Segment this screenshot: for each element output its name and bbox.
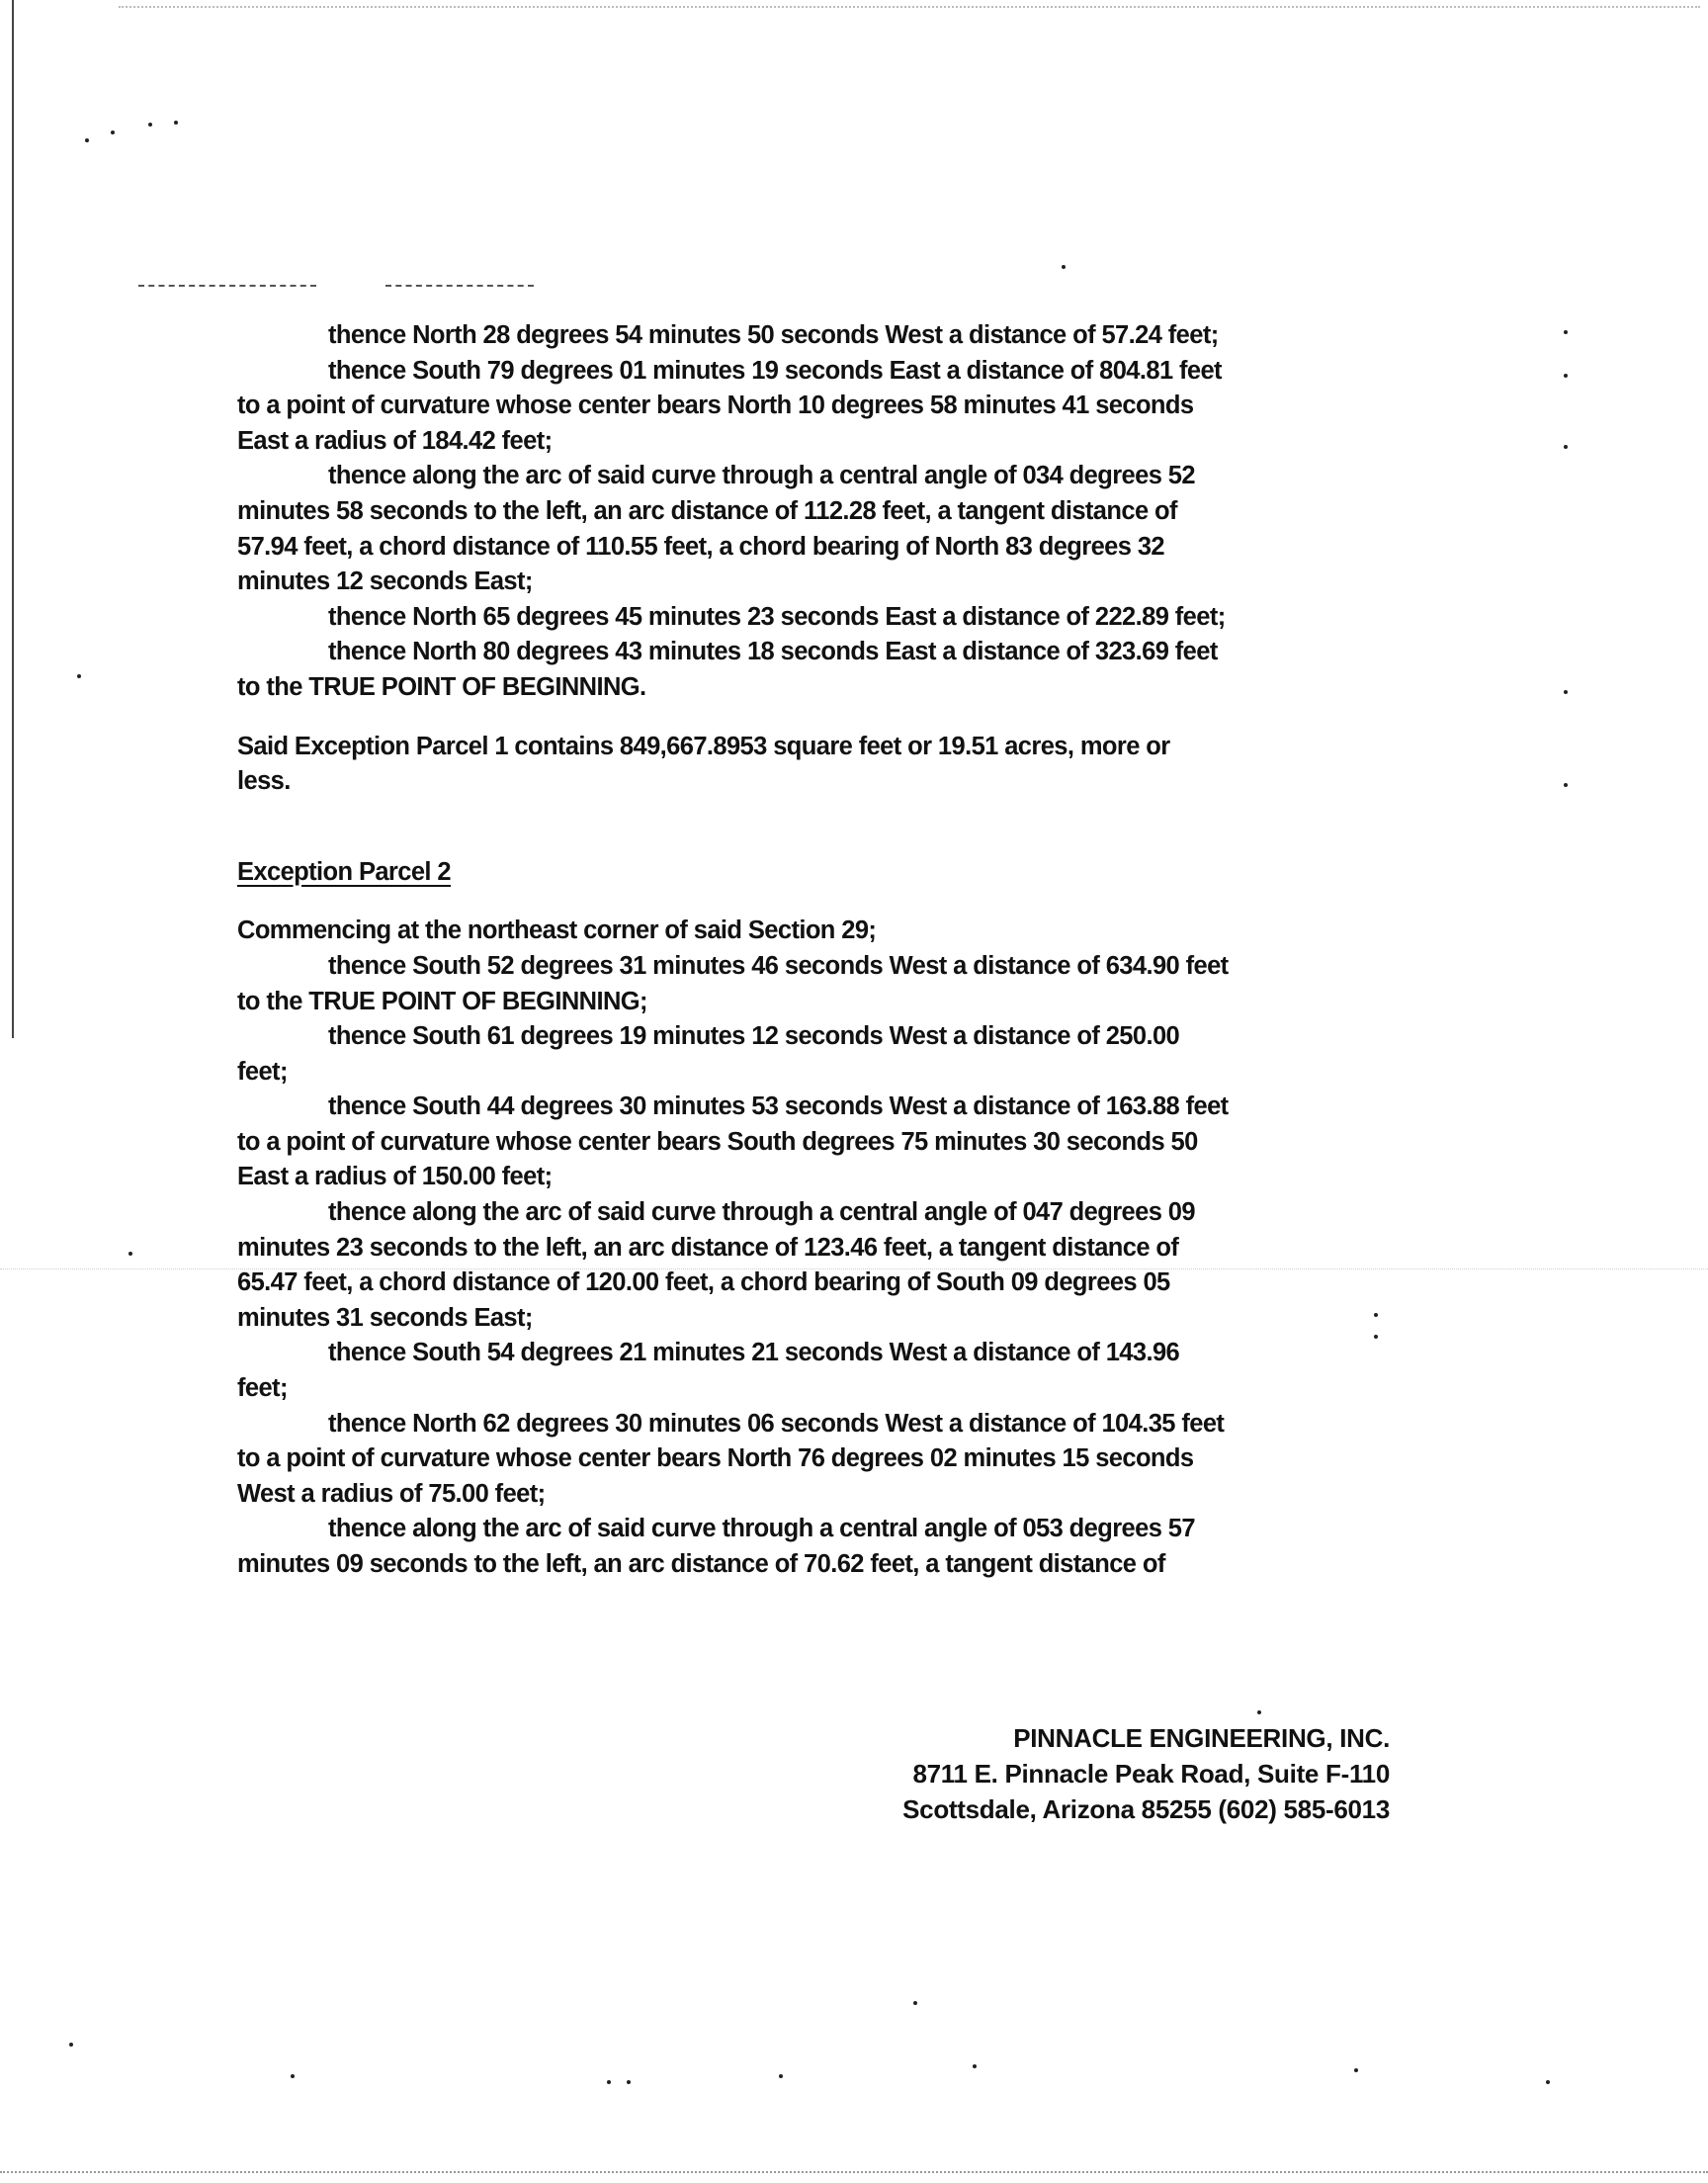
- speck: [627, 2080, 631, 2084]
- legal-description: [237, 318, 1413, 1583]
- text-line: thence North 62 degrees 30 minutes 06 seconds West a distance of 104.35 feet: [328, 1409, 1225, 1438]
- text-line: thence along the arc of said curve through a central angle of 047 degrees 09: [328, 1198, 1195, 1227]
- text-line: feet;: [237, 1057, 288, 1086]
- paragraph-8: [237, 949, 1413, 1019]
- spacer: [237, 890, 1413, 914]
- text-line: thence North 65 degrees 45 minutes 23 seconds East a distance of 222.89 feet;: [328, 602, 1226, 631]
- paragraph-5: [237, 635, 1413, 705]
- text-line: to a point of curvature whose center bears South degrees 75 minutes 30 seconds 50: [237, 1127, 1198, 1156]
- speck: [779, 2074, 783, 2078]
- company-footer: [902, 1720, 1390, 1827]
- speck: [128, 1252, 132, 1256]
- speck: [1564, 445, 1568, 449]
- scan-edge-left: [12, 0, 14, 1038]
- company-address: 8711 E. Pinnacle Peak Road, Suite F-110: [912, 1759, 1390, 1789]
- speck: [111, 131, 115, 134]
- speck: [148, 123, 152, 127]
- text-line: to the TRUE POINT OF BEGINNING.: [237, 672, 646, 701]
- text-line: minutes 58 seconds to the left, an arc distance of 112.28 feet, a tangent distance of: [237, 496, 1177, 525]
- paragraph-12: [237, 1336, 1413, 1406]
- paragraph-2: [237, 354, 1413, 460]
- section-heading: Exception Parcel 2: [237, 857, 451, 886]
- paragraph-11: [237, 1195, 1413, 1336]
- text-line: 57.94 feet, a chord distance of 110.55 feet, a chord bearing of North 83 degrees 32: [237, 532, 1164, 561]
- text-line: thence along the arc of said curve through a central angle of 053 degrees 57: [328, 1515, 1195, 1543]
- text-line: minutes 09 seconds to the left, an arc distance of 70.62 feet, a tangent distance of: [237, 1550, 1165, 1578]
- speck: [1546, 2080, 1550, 2084]
- speck: [1257, 1710, 1261, 1714]
- spacer: [237, 800, 1413, 855]
- paragraph-4: [237, 600, 1413, 636]
- text-line: Said Exception Parcel 1 contains 849,667.8953 square feet or 19.51 acres, more or: [237, 732, 1170, 760]
- text-line: West a radius of 75.00 feet;: [237, 1479, 546, 1508]
- text-line: thence North 80 degrees 43 minutes 18 seconds East a distance of 323.69 feet: [328, 638, 1218, 666]
- paragraph-3: [237, 459, 1413, 599]
- paragraph-10: [237, 1090, 1413, 1195]
- paragraph-9: [237, 1019, 1413, 1090]
- text-line: minutes 31 seconds East;: [237, 1303, 533, 1332]
- text-line: to the TRUE POINT OF BEGINNING;: [237, 987, 647, 1015]
- speck: [291, 2074, 295, 2078]
- text-line: 65.47 feet, a chord distance of 120.00 feet, a chord bearing of South 09 degrees 05: [237, 1268, 1170, 1297]
- paragraph-13: [237, 1407, 1413, 1513]
- text-line: feet;: [237, 1374, 288, 1403]
- speck: [77, 674, 81, 678]
- text-line: to a point of curvature whose center bears North 10 degrees 58 minutes 41 seconds: [237, 392, 1194, 420]
- company-city-phone: Scottsdale, Arizona 85255 (602) 585-6013: [902, 1794, 1390, 1824]
- scan-edge-top: [119, 6, 1700, 8]
- text-line: minutes 12 seconds East;: [237, 568, 533, 596]
- paragraph-1: [237, 318, 1413, 354]
- speck: [1564, 690, 1568, 694]
- parcel-1-summary: [237, 730, 1413, 800]
- text-line: thence South 44 degrees 30 minutes 53 seconds West a distance of 163.88 feet: [328, 1092, 1229, 1121]
- text-line: thence South 54 degrees 21 minutes 21 seconds West a distance of 143.96: [328, 1339, 1180, 1367]
- spacer: [237, 706, 1413, 730]
- text-line: thence North 28 degrees 54 minutes 50 seconds West a distance of 57.24 feet;: [328, 321, 1219, 349]
- speck: [1564, 374, 1568, 378]
- text-line: thence along the arc of said curve through a central angle of 034 degrees 52: [328, 462, 1195, 490]
- speck: [174, 121, 178, 125]
- speck: [1062, 265, 1066, 269]
- text-line: thence South 61 degrees 19 minutes 12 seconds West a distance of 250.00: [328, 1022, 1180, 1051]
- speck: [913, 2001, 917, 2005]
- text-line: Commencing at the northeast corner of said Section 29;: [237, 917, 877, 945]
- speck: [1564, 330, 1568, 334]
- text-line: East a radius of 184.42 feet;: [237, 426, 553, 455]
- speck: [69, 2043, 73, 2047]
- text-line: thence South 52 degrees 31 minutes 46 seconds West a distance of 634.90 feet: [328, 951, 1229, 980]
- paragraph-7: [237, 914, 1413, 949]
- text-line: East a radius of 150.00 feet;: [237, 1163, 553, 1191]
- company-name: PINNACLE ENGINEERING, INC.: [1013, 1723, 1390, 1753]
- scan-edge-bottom: [0, 2171, 1708, 2173]
- speck: [85, 138, 89, 142]
- text-line: thence South 79 degrees 01 minutes 19 seconds East a distance of 804.81 feet: [328, 356, 1222, 385]
- text-line: less.: [237, 767, 291, 796]
- paragraph-14: [237, 1512, 1413, 1582]
- speck: [973, 2064, 977, 2068]
- dash-fragment: [138, 285, 316, 287]
- speck: [1564, 783, 1568, 787]
- text-line: minutes 23 seconds to the left, an arc distance of 123.46 feet, a tangent distance of: [237, 1233, 1179, 1262]
- speck: [607, 2080, 611, 2084]
- text-line: to a point of curvature whose center bears North 76 degrees 02 minutes 15 seconds: [237, 1444, 1194, 1473]
- dash-fragment: [385, 285, 534, 287]
- speck: [1354, 2068, 1358, 2072]
